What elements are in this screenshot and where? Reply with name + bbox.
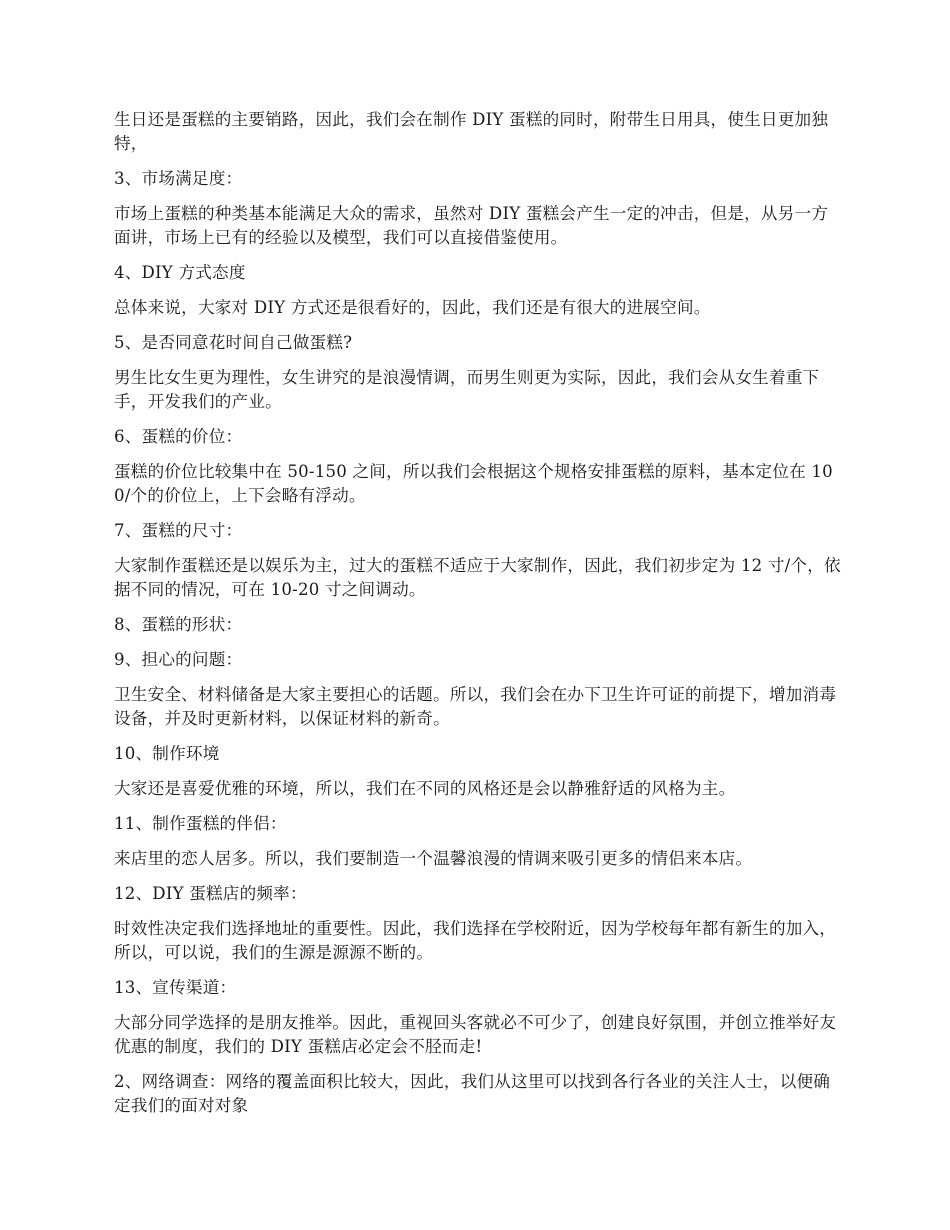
- heading-promotion: 13、宣传渠道：: [114, 978, 237, 997]
- paragraph-promotion: 大部分同学选择的是朋友推举。因此，重视回头客就必不可少了，创建良好氛围，并创立推举好友优惠的制度，我们的 DIY 蛋糕店必定会不胫而走!: [114, 1013, 837, 1056]
- heading-diy-attitude: 4、DIY 方式态度: [114, 263, 246, 282]
- paragraph-market-satisfaction: 市场上蛋糕的种类基本能满足大众的需求，虽然对 DIY 蛋糕会产生一定的冲击，但是，从另一方面讲，市场上已有的经验以及模型，我们可以直接借鉴使用。: [114, 204, 829, 247]
- paragraph-price: 蛋糕的价位比较集中在 50-150 之间，所以我们会根据这个规格安排蛋糕的原料，基本定位在 100/个的价位上，上下会略有浮动。: [114, 462, 833, 505]
- paragraph-diy-attitude: 总体来说，大家对 DIY 方式还是很看好的，因此，我们还是有很大的进展空间。: [114, 298, 711, 317]
- paragraph-concerns: 卫生安全、材料储备是大家主要担心的话题。所以，我们会在办下卫生许可证的前提下，增加消毒设备，并及时更新材料，以保证材料的新奇。: [114, 685, 837, 728]
- heading-companion: 11、制作蛋糕的伴侣：: [114, 814, 287, 833]
- heading-market-satisfaction: 3、市场满足度：: [114, 169, 243, 188]
- heading-shape: 8、蛋糕的形状：: [114, 615, 243, 634]
- document-page: [114, 108, 844, 1129]
- heading-concerns: 9、担心的问题：: [114, 650, 243, 669]
- heading-size: 7、蛋糕的尺寸：: [114, 521, 243, 540]
- paragraph-environment: 大家还是喜爱优雅的环境，所以，我们在不同的风格还是会以静雅舒适的风格为主。: [114, 779, 736, 798]
- heading-price: 6、蛋糕的价位：: [114, 427, 243, 446]
- heading-time-willingness: 5、是否同意花时间自己做蛋糕?: [114, 333, 353, 352]
- paragraph-size: 大家制作蛋糕还是以娱乐为主，过大的蛋糕不适应于大家制作，因此，我们初步定为 12 寸/个，依据不同的情况，可在 10-20 寸之间调动。: [114, 556, 841, 599]
- paragraph-companion: 来店里的恋人居多。所以，我们要制造一个温馨浪漫的情调来吸引更多的情侣来本店。: [114, 849, 753, 868]
- paragraph-frequency: 时效性决定我们选择地址的重要性。因此，我们选择在学校附近，因为学校每年都有新生的加入，所以，可以说，我们的生源是源源不断的。: [114, 919, 837, 962]
- paragraph-online-survey: 2、网络调查：网络的覆盖面积比较大，因此，我们从这里可以找到各行各业的关注人士，以便确定我们的面对对象: [114, 1072, 831, 1115]
- heading-frequency: 12、DIY 蛋糕店的频率：: [114, 884, 307, 903]
- paragraph-time-willingness: 男生比女生更为理性，女生讲究的是浪漫情调，而男生则更为实际，因此，我们会从女生着重下手，开发我们的产业。: [114, 368, 820, 411]
- paragraph-birthday-sales: 生日还是蛋糕的主要销路，因此，我们会在制作 DIY 蛋糕的同时，附带生日用具，使生日更加独特，: [114, 110, 829, 153]
- heading-environment: 10、制作环境: [114, 744, 220, 763]
